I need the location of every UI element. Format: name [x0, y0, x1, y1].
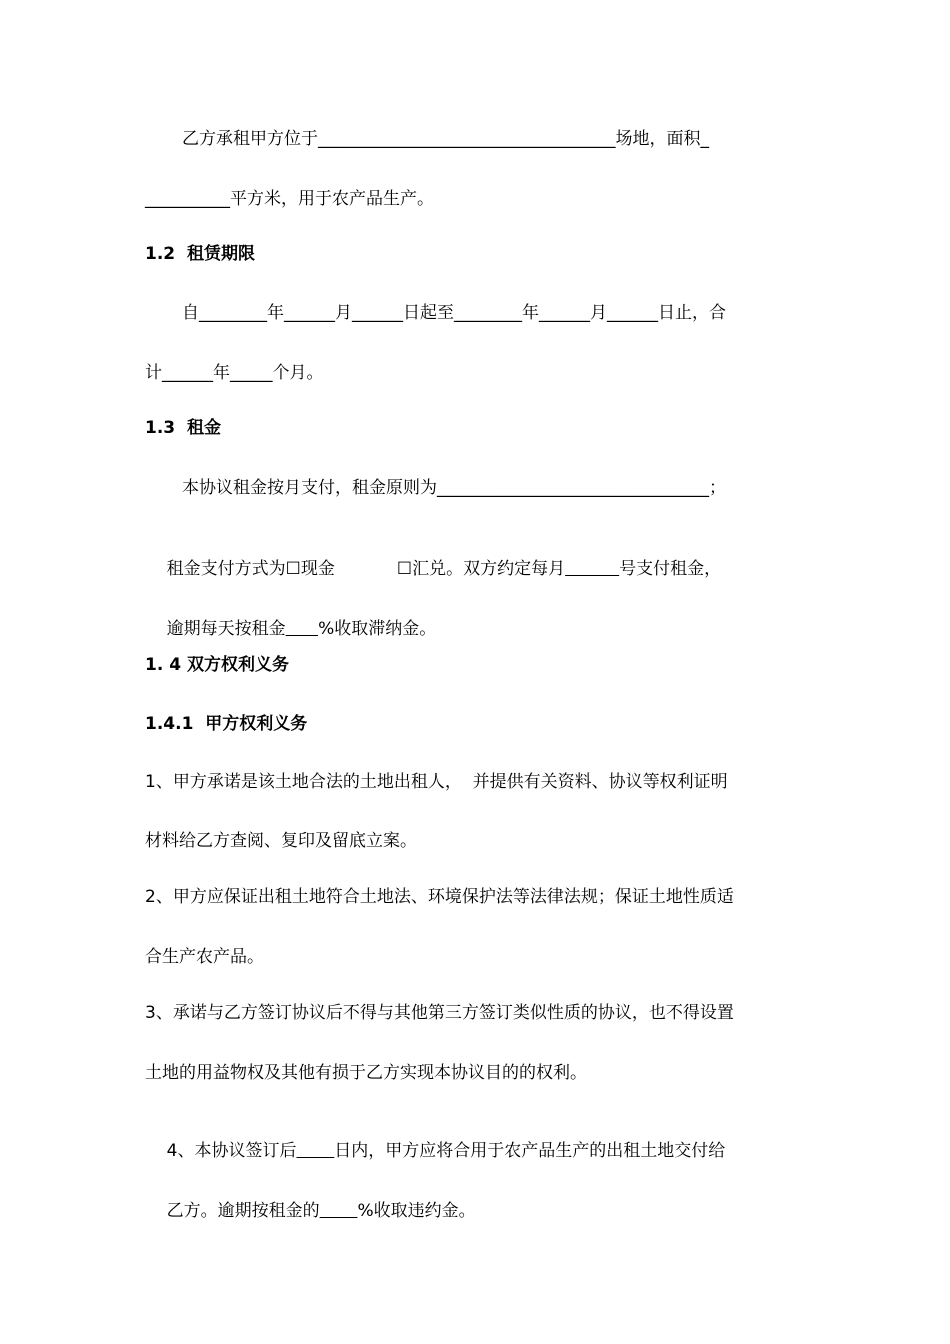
paragraph-term-line-1: 自________年______月______日起至________年______月______日止，合 — [182, 303, 726, 323]
late-fee-label: 逾期每天按租金 — [166, 619, 286, 639]
paragraph-rent-line-3 — [145, 596, 436, 662]
item-1-line-1: 1、甲方承诺是该土地合法的土地出租人， 并提供有关资料、协议等权利证明 — [145, 772, 728, 792]
paragraph-location-line-2: __________平方米，用于农产品生产。 — [145, 189, 434, 209]
payment-day-suffix: 号支付租金， — [619, 559, 722, 579]
delivery-days-blank — [296, 1141, 334, 1161]
item-4-line-1 — [145, 1118, 725, 1184]
penalty-label: 乙方。逾期按租金的 — [166, 1201, 320, 1221]
payment-method-label: 租金支付方式为 — [166, 559, 286, 579]
transfer-checkbox-option: ☐汇兑。双方约定每月 — [396, 559, 566, 579]
penalty-rate-blank — [320, 1201, 358, 1221]
item-1-line-2: 材料给乙方查阅、复印及留底立案。 — [145, 831, 417, 851]
paragraph-rent-line-1: 本协议租金按月支付，租金原则为________________________________； — [182, 478, 726, 498]
late-fee-blank — [286, 619, 318, 639]
item-3-line-2: 土地的用益物权及其他有损于乙方实现本协议目的的权利。 — [145, 1063, 587, 1083]
penalty-suffix: %收取违约金。 — [357, 1201, 476, 1221]
cash-checkbox-option: ☐现金 — [285, 559, 335, 579]
paragraph-term-line-2: 计______年_____个月。 — [145, 363, 324, 383]
item-4-line-2 — [145, 1178, 476, 1244]
payment-day-blank — [565, 559, 619, 579]
heading-1-4-1-party-a-rights: 1.4.1 甲方权利义务 — [145, 714, 308, 734]
heading-1-4-rights-obligations: 1. 4 双方权利义务 — [145, 655, 289, 675]
item-4-prefix: 4、本协议签订后 — [166, 1141, 297, 1161]
item-3-line-1: 3、承诺与乙方签订协议后不得与其他第三方签订类似性质的协议，也不得设置 — [145, 1003, 734, 1023]
item-2-line-1: 2、甲方应保证出租土地符合土地法、环境保护法等法律法规；保证土地性质适 — [145, 887, 734, 907]
paragraph-location-line-1: 乙方承租甲方位于___________________________________场地，面积_ — [182, 129, 709, 149]
late-fee-suffix: %收取滞纳金。 — [318, 619, 437, 639]
heading-1-2-lease-term: 1.2 租赁期限 — [145, 244, 255, 264]
heading-1-3-rent: 1.3 租金 — [145, 418, 221, 438]
item-4-rest: 日内，甲方应将合用于农产品生产的出租土地交付给 — [334, 1141, 726, 1161]
item-2-line-2: 合生产农产品。 — [145, 947, 264, 967]
paragraph-rent-line-2 — [145, 536, 721, 602]
